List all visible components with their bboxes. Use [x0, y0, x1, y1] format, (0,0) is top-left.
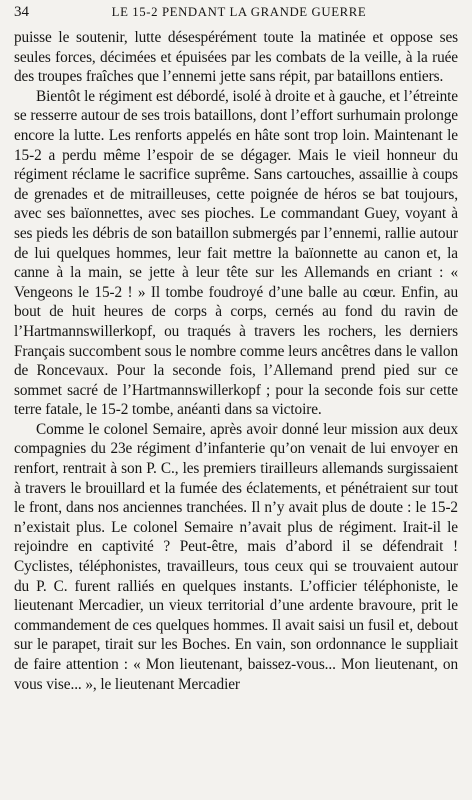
paragraph-1: puisse le soutenir, lutte désespérément toute la matinée et oppose ses seules forces, décimées et épuisées par les combats de la veille, à la ruée des troupes fraîches que l’ennemi jette sans répit, par bataillons entiers. — [14, 29, 458, 86]
running-title: LE 15-2 PENDANT LA GRANDE GUERRE — [111, 5, 367, 19]
page-header — [14, 4, 458, 28]
paragraph-2: Bientôt le régiment est débordé, isolé à droite et à gauche, et l’étreinte se resserre autour de ses trois bataillons, dont l’effort surhumain prolonge encore la lutte. Les renforts appelés en hâte sont trop loin. Maintenant le 15-2 a perdu même l’espoir de se dégager. Mais le vieil honneur du régiment réclame le sacrifice suprême. Sans cartouches, assaillie à coups de grenades et de mitrailleuses, cette poignée de héros se bat toujours, avec ses baïonnettes, avec ses pioches. Le commandant Guey, voyant à ses pieds les débris de son bataillon submergés par l’ennemi, rallie autour de lui quelques hommes, leur fait mettre la baïonnette au canon et, la canne à la main, se jette à leur tête sur les Allemands en criant : « Vengeons le 15-2 ! » Il tombe foudroyé d’une balle au cœur. Enfin, au bout de huit heures de corps à corps, cernés au fond du ravin de l’Hartmannswillerkopf, ou traqués à travers les rochers, les derniers Français succombent sous le nombre comme leurs ancêtres dans le vallon de Roncevaux. Pour la seconde fois, l’Allemand prend pied sur ce sommet sacré de l’Hartmannswillerkopf ; pour la seconde fois sur cette terre fatale, le 15-2 tombe, anéanti dans sa victoire. — [14, 87, 458, 419]
paragraph-3: Comme le colonel Semaire, après avoir donné leur mission aux deux compagnies du 23e régiment d’infanterie qu’on venait de lui envoyer en renfort, rentrait à son P. C., les premiers tirailleurs allemands surgissaient à travers le brouillard et la fumée des éclatements, et pénétraient sur tout le front, dans nos anciennes tranchées. Il n’y avait plus de doute : le 15-2 n’existait plus. Le colonel Semaire n’avait plus de régiment. Irait-il le rejoindre en captivité ? Peut-être, mais d’abord il se défendrait ! Cyclistes, téléphonistes, travailleurs, tous ceux qui se trouvaient autour du P. C. furent ralliés en quelques instants. L’officier téléphoniste, le lieutenant Mercadier, un vieux territorial d’une ardente bravoure, prit le commandement de ces quelques hommes. Il avait saisi un fusil et, debout sur le parapet, tirait sur les Boches. En vain, son ordonnance le suppliait de faire attention : « Mon lieutenant, baissez-vous... Mon lieutenant, on vous vise... », le lieutenant Mercadier — [14, 420, 458, 693]
body-text — [14, 28, 458, 694]
page-number: 34 — [14, 4, 29, 20]
